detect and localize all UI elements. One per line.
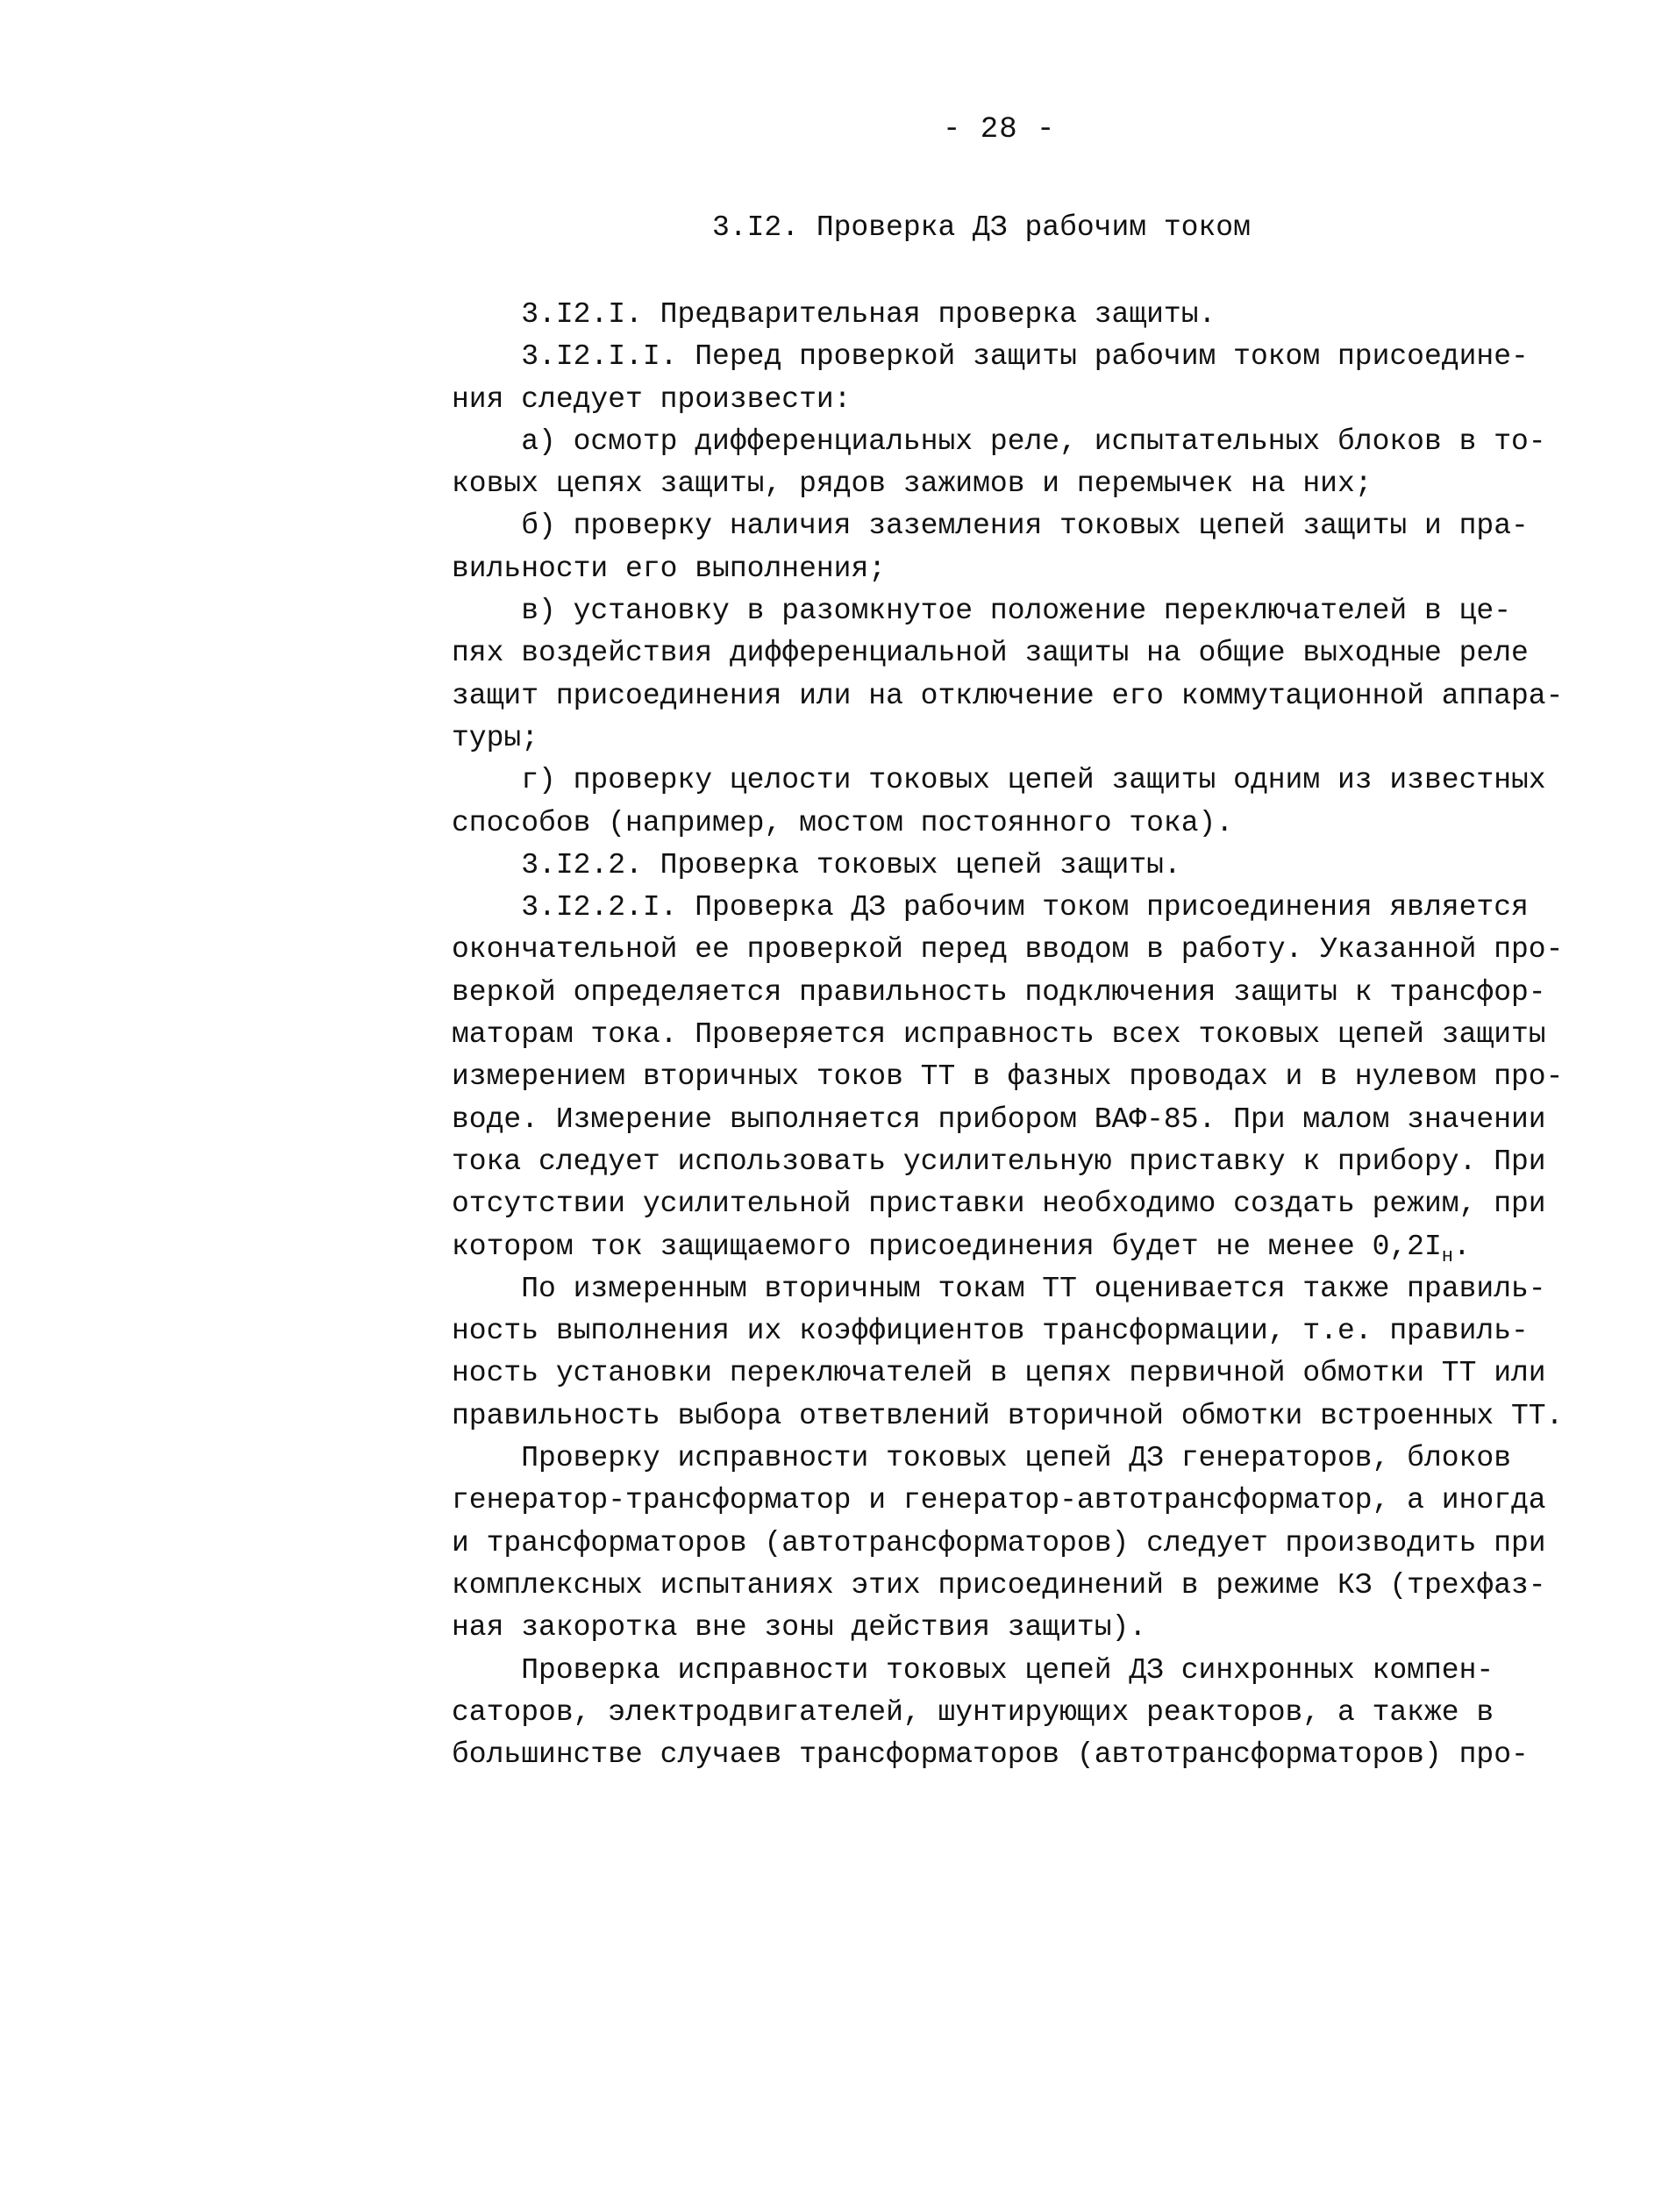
- text-line: воде. Измерение выполняется прибором ВАФ-85. При малом значении: [452, 1102, 1546, 1136]
- text-line: а) осмотр дифференциальных реле, испытательных блоков в то-: [452, 425, 1546, 458]
- text-line: саторов, электродвигателей, шунтирующих реакторов, а также в: [452, 1695, 1494, 1729]
- text-line: 3.I2.I.I. Перед проверкой защиты рабочим током присоедине-: [452, 340, 1529, 374]
- text-line: и трансформаторов (автотрансформаторов) следует производить при: [452, 1526, 1546, 1559]
- text-line: б) проверку наличия заземления токовых цепей защиты и пра-: [452, 510, 1529, 543]
- text-line: г) проверку целости токовых цепей защиты одним из известных: [452, 764, 1546, 797]
- text-line: защит присоединения или на отключение его коммутационной аппара-: [452, 679, 1564, 712]
- text-line: вильности его выполнения;: [452, 552, 887, 585]
- text-line: 3.I2.2. Проверка токовых цепей защиты.: [452, 848, 1181, 881]
- text-line: туры;: [452, 721, 539, 754]
- text-line: веркой определяется правильность подключения защиты к трансфор-: [452, 975, 1546, 1009]
- text-line: маторам тока. Проверяется исправность всех токовых цепей защиты: [452, 1018, 1546, 1052]
- text-line: тока следует использовать усилительную приставку к прибору. При: [452, 1145, 1546, 1178]
- text-line: окончательной ее проверкой перед вводом в работу. Указанной про-: [452, 933, 1564, 967]
- text-line: отсутствии усилительной приставки необходимо создать режим, при: [452, 1188, 1546, 1221]
- text-line: Проверка исправности токовых цепей ДЗ синхронных компен-: [452, 1653, 1494, 1687]
- body-text: [452, 294, 1574, 1776]
- text-line: способов (например, мостом постоянного тока).: [452, 806, 1234, 839]
- text-line: в) установку в разомкнутое положение переключателей в це-: [452, 595, 1511, 628]
- formula-end: .: [1453, 1230, 1471, 1263]
- text-line: ковых цепях защиты, рядов зажимов и перемычек на них;: [452, 467, 1373, 501]
- page-number: - 28 -: [943, 113, 1056, 146]
- text-line: По измеренным вторичным токам ТТ оценивается также правиль-: [452, 1272, 1546, 1305]
- formula-text: котором ток защищаемого присоединения будет не менее 0,2I: [452, 1230, 1442, 1263]
- text-line: ность выполнения их коэффициентов трансформации, т.е. правиль-: [452, 1315, 1529, 1348]
- text-line: ная закоротка вне зоны действия защиты).: [452, 1611, 1147, 1645]
- formula-subscript: н: [1441, 1245, 1453, 1267]
- text-line: 3.I2.I. Предварительная проверка защиты.: [452, 298, 1216, 331]
- text-line: ния следует произвести:: [452, 382, 852, 416]
- formula-line: [452, 1226, 1574, 1268]
- text-line: 3.I2.2.I. Проверка ДЗ рабочим током присоединения является: [452, 891, 1529, 924]
- text-line: большинстве случаев трансформаторов (автотрансформаторов) про-: [452, 1738, 1529, 1772]
- text-line: правильность выбора ответвлений вторичной обмотки встроенных ТТ.: [452, 1399, 1564, 1432]
- text-line: комплексных испытаниях этих присоединений в режиме КЗ (трехфаз-: [452, 1568, 1546, 1602]
- text-line: пях воздействия дифференциальной защиты на общие выходные реле: [452, 637, 1529, 670]
- text-line: измерением вторичных токов ТТ в фазных проводах и в нулевом про-: [452, 1060, 1564, 1094]
- section-title: 3.I2. Проверка ДЗ рабочим током: [712, 211, 1251, 244]
- text-line: генератор-трансформатор и генератор-автотрансформатор, а иногда: [452, 1484, 1546, 1517]
- text-line: Проверку исправности токовых цепей ДЗ генераторов, блоков: [452, 1442, 1511, 1475]
- text-line: ность установки переключателей в цепях первичной обмотки ТТ или: [452, 1357, 1546, 1390]
